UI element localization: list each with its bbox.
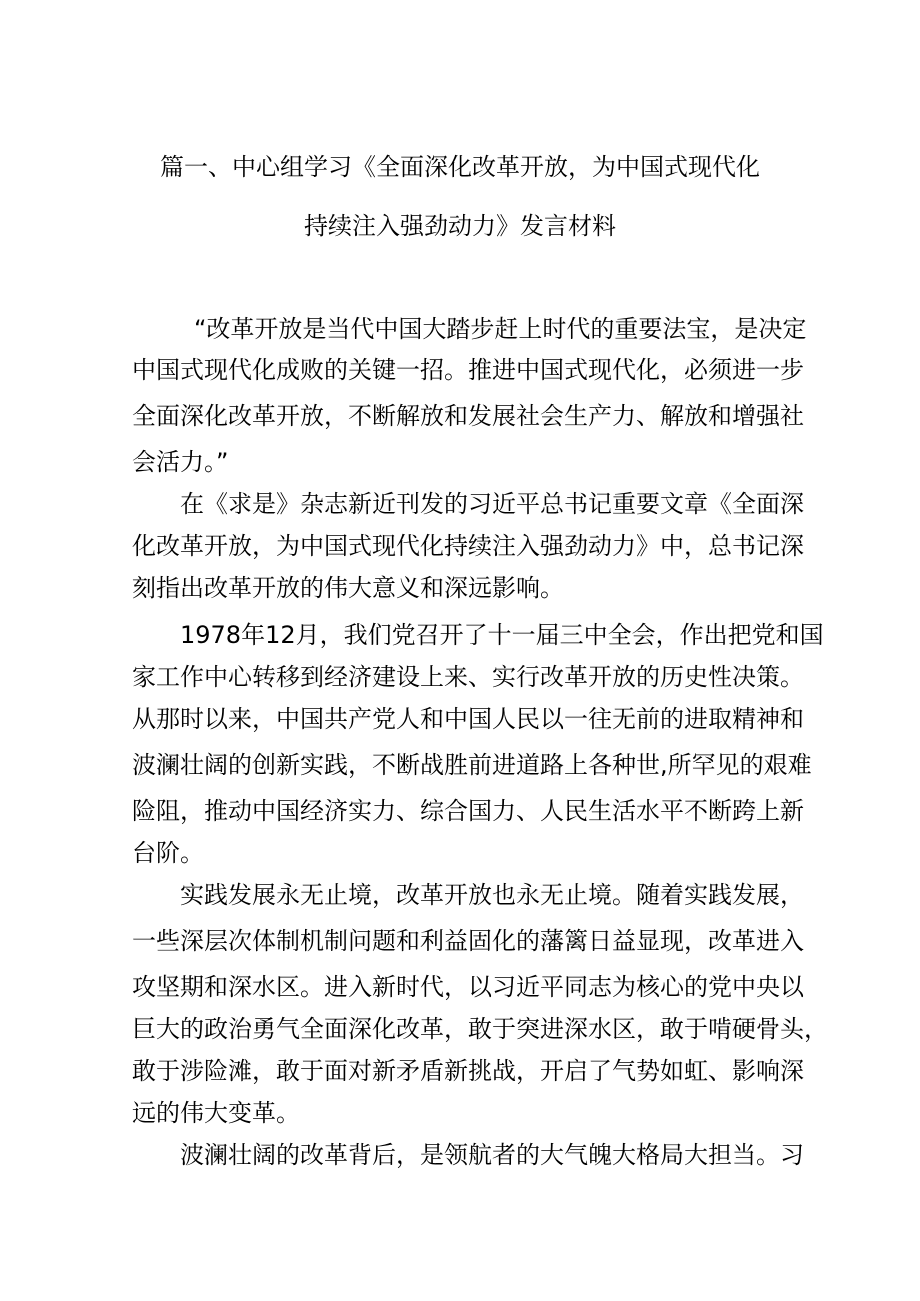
paragraph-4-line-3: 攻坚期和深水区。进入新时代，以习近平同志为核心的党中央以	[132, 973, 804, 1001]
paragraph-3-line-6: 台阶。	[132, 839, 204, 867]
paragraph-3-line-4: 波澜壮阔的创新实践，不断战胜前进道路上各种世,所罕见的艰难	[132, 751, 812, 779]
document-title-line-1: 篇一、中心组学习《全面深化改革开放，为中国式现代化	[160, 153, 760, 181]
paragraph-5-line-1: 波澜壮阔的改革背后，是领航者的大气魄大格局大担当。习	[180, 1141, 804, 1169]
paragraph-4-line-1: 实践发展永无止境，改革开放也永无止境。随着实践发展，	[180, 881, 804, 909]
paragraph-2-line-1: 在《求是》杂志新近刊发的习近平总书记重要文章《全面深	[180, 490, 804, 518]
paragraph-3-line-3: 从那时以来，中国共产党人和中国人民以一往无前的进取精神和	[132, 705, 804, 733]
paragraph-3-line-5: 险阻，推动中国经济实力、综合国力、人民生活水平不断跨上新	[132, 797, 804, 825]
paragraph-4-line-4: 巨大的政治勇气全面深化改革，敢于突进深水区，敢于啃硬骨头，	[132, 1015, 828, 1043]
paragraph-4-line-2: 一些深层次体制机制问题和利益固化的藩篱日益显现，改革进入	[132, 927, 804, 955]
paragraph-2-line-3: 刻指出改革开放的伟大意义和深远影响。	[132, 574, 564, 602]
paragraph-3-line-1: 1978年12月，我们党召开了十一届三中全会，作出把党和国	[180, 621, 824, 649]
document-title-line-2: 持续注入强劲动力》发言材料	[304, 212, 616, 240]
paragraph-1-line-4: 会活力。”	[132, 448, 229, 476]
paragraph-1-line-2: 中国式现代化成败的关键一招。推进中国式现代化，必须进一步	[132, 356, 804, 384]
paragraph-3-line-2: 家工作中心转移到经济建设上来、实行改革开放的历史性决策。	[132, 663, 804, 691]
paragraph-1-line-3: 全面深化改革开放，不断解放和发展社会生产力、解放和增强社	[132, 402, 804, 430]
paragraph-4-line-6: 远的伟大变革。	[132, 1099, 300, 1127]
paragraph-1-line-1: “改革开放是当代中国大踏步赶上时代的重要法宝，是决定	[194, 315, 807, 343]
paragraph-2-line-2: 化改革开放，为中国式现代化持续注入强劲动力》中，总书记深	[132, 532, 804, 560]
paragraph-4-line-5: 敢于涉险滩，敢于面对新矛盾新挑战，开启了气势如虹、影响深	[132, 1057, 804, 1085]
